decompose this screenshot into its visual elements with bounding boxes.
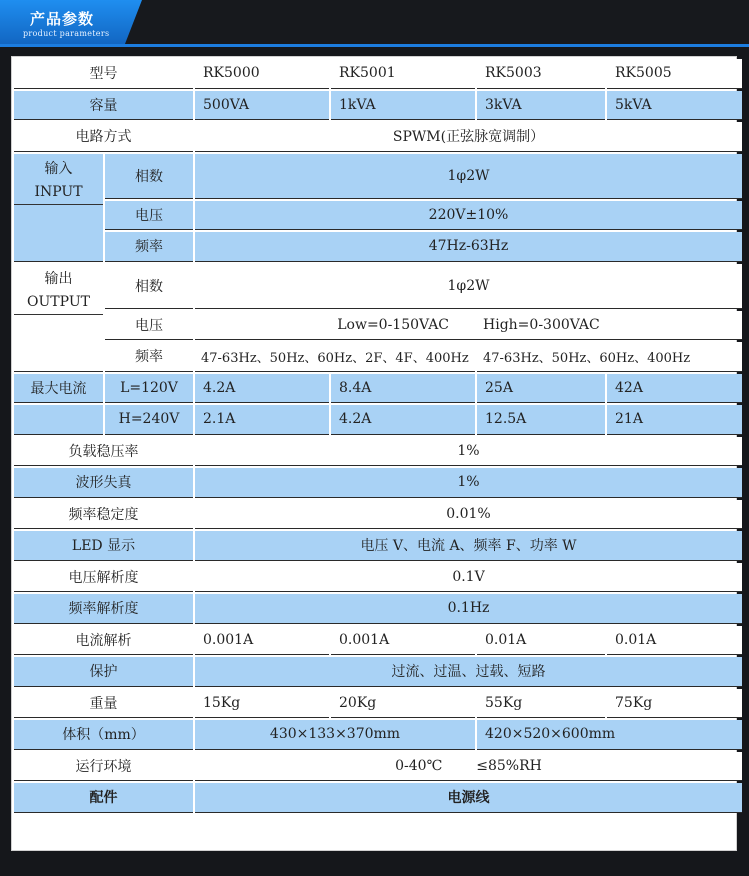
distortion-value: 1%	[195, 468, 742, 498]
output-label-en: OUTPUT	[14, 291, 103, 315]
freq-stab-value: 0.01%	[195, 500, 742, 530]
row-current-h	[14, 405, 742, 435]
spec-table	[12, 57, 744, 815]
row-freq-stab	[14, 500, 742, 530]
circuit-label: 电路方式	[14, 122, 193, 152]
volume-value-b: 420×520×600mm	[477, 720, 742, 750]
row-output-voltage	[14, 311, 742, 341]
f-res-value: 0.1Hz	[195, 594, 742, 624]
current-l-cell: 8.4A	[331, 374, 475, 404]
output-freq-a: 47-63Hz、50Hz、60Hz、2F、4F、400Hz	[195, 342, 475, 372]
led-label: LED 显示	[14, 531, 193, 561]
output-voltage-low: Low=0-150VAC	[337, 316, 450, 333]
spec-panel	[11, 56, 737, 851]
capacity-cell: 1kVA	[331, 91, 475, 121]
current-l-label: L=120V	[105, 374, 193, 404]
row-current-l	[14, 374, 742, 404]
current-l-cell: 25A	[477, 374, 605, 404]
section-header	[0, 0, 749, 47]
output-label: 输出	[44, 270, 73, 287]
output-phase-value: 1φ2W	[195, 264, 742, 309]
output-freq-label: 频率	[105, 342, 193, 372]
output-freq-b: 47-63Hz、50Hz、60Hz、400Hz	[477, 342, 742, 372]
volume-label: 体积（mm）	[14, 720, 193, 750]
weight-cell: 75Kg	[607, 689, 742, 719]
i-res-cell: 0.001A	[195, 626, 329, 656]
capacity-cell: 500VA	[195, 91, 329, 121]
row-output-phase	[14, 264, 742, 309]
i-res-cell: 0.01A	[477, 626, 605, 656]
protection-value: 过流、过温、过载、短路	[195, 657, 742, 687]
load-reg-label: 负载稳压率	[14, 437, 193, 467]
output-phase-label: 相数	[105, 264, 193, 309]
row-distortion	[14, 468, 742, 498]
current-h-cell: 21A	[607, 405, 742, 435]
accessory-label: 配件	[14, 783, 193, 813]
section-title: 产品参数	[30, 10, 95, 28]
row-led	[14, 531, 742, 561]
input-group-label	[14, 154, 103, 262]
row-volume	[14, 720, 742, 750]
capacity-cell: 5kVA	[607, 91, 742, 121]
row-protection	[14, 657, 742, 687]
row-v-res	[14, 563, 742, 593]
current-h-label: H=240V	[105, 405, 193, 435]
row-input-phase	[14, 154, 742, 199]
row-i-res	[14, 626, 742, 656]
i-res-label: 电流解析	[14, 626, 193, 656]
env-temp: 0-40℃	[395, 757, 443, 774]
weight-cell: 20Kg	[331, 689, 475, 719]
output-voltage-label: 电压	[105, 311, 193, 341]
input-freq-value: 47Hz-63Hz	[195, 232, 742, 262]
input-voltage-value: 220V±10%	[195, 201, 742, 231]
circuit-value: SPWM(正弦脉宽调制）	[195, 122, 742, 152]
row-f-res	[14, 594, 742, 624]
i-res-cell: 0.001A	[331, 626, 475, 656]
max-current-label: 最大电流	[14, 374, 103, 404]
weight-cell: 15Kg	[195, 689, 329, 719]
model-label: 型号	[14, 59, 193, 89]
distortion-label: 波形失真	[14, 468, 193, 498]
protection-label: 保护	[14, 657, 193, 687]
weight-cell: 55Kg	[477, 689, 605, 719]
capacity-label: 容量	[14, 91, 193, 121]
row-circuit	[14, 122, 742, 152]
row-input-voltage	[14, 201, 742, 231]
row-input-freq	[14, 232, 742, 262]
volume-value-a: 430×133×370mm	[195, 720, 475, 750]
model-cell: RK5000	[195, 59, 329, 89]
current-h-cell: 4.2A	[331, 405, 475, 435]
current-blank	[14, 405, 103, 435]
row-load-reg	[14, 437, 742, 467]
row-capacity	[14, 91, 742, 121]
freq-stab-label: 频率稳定度	[14, 500, 193, 530]
weight-label: 重量	[14, 689, 193, 719]
input-label: 输入	[44, 160, 73, 177]
i-res-cell: 0.01A	[607, 626, 742, 656]
input-freq-label: 频率	[105, 232, 193, 262]
output-voltage-value	[195, 311, 742, 341]
row-model	[14, 59, 742, 89]
model-cell: RK5001	[331, 59, 475, 89]
input-phase-value: 1φ2W	[195, 154, 742, 199]
section-subtitle: product parameters	[23, 29, 110, 38]
current-l-cell: 42A	[607, 374, 742, 404]
current-h-cell: 2.1A	[195, 405, 329, 435]
input-voltage-label: 电压	[105, 201, 193, 231]
env-value	[195, 752, 742, 782]
input-phase-label: 相数	[105, 154, 193, 199]
model-cell: RK5003	[477, 59, 605, 89]
output-voltage-high: High=0-300VAC	[483, 316, 600, 333]
current-l-cell: 4.2A	[195, 374, 329, 404]
row-weight	[14, 689, 742, 719]
current-h-cell: 12.5A	[477, 405, 605, 435]
row-env	[14, 752, 742, 782]
row-output-freq	[14, 342, 742, 372]
accessory-value: 电源线	[195, 783, 742, 813]
v-res-label: 电压解析度	[14, 563, 193, 593]
env-label: 运行环境	[14, 752, 193, 782]
capacity-cell: 3kVA	[477, 91, 605, 121]
input-label-en: INPUT	[14, 181, 103, 205]
row-accessory	[14, 783, 742, 813]
env-humidity: ≤85%RH	[476, 757, 542, 774]
f-res-label: 频率解析度	[14, 594, 193, 624]
load-reg-value: 1%	[195, 437, 742, 467]
model-cell: RK5005	[607, 59, 742, 89]
v-res-value: 0.1V	[195, 563, 742, 593]
led-value: 电压 V、电流 A、频率 F、功率 W	[195, 531, 742, 561]
output-group-label	[14, 264, 103, 372]
